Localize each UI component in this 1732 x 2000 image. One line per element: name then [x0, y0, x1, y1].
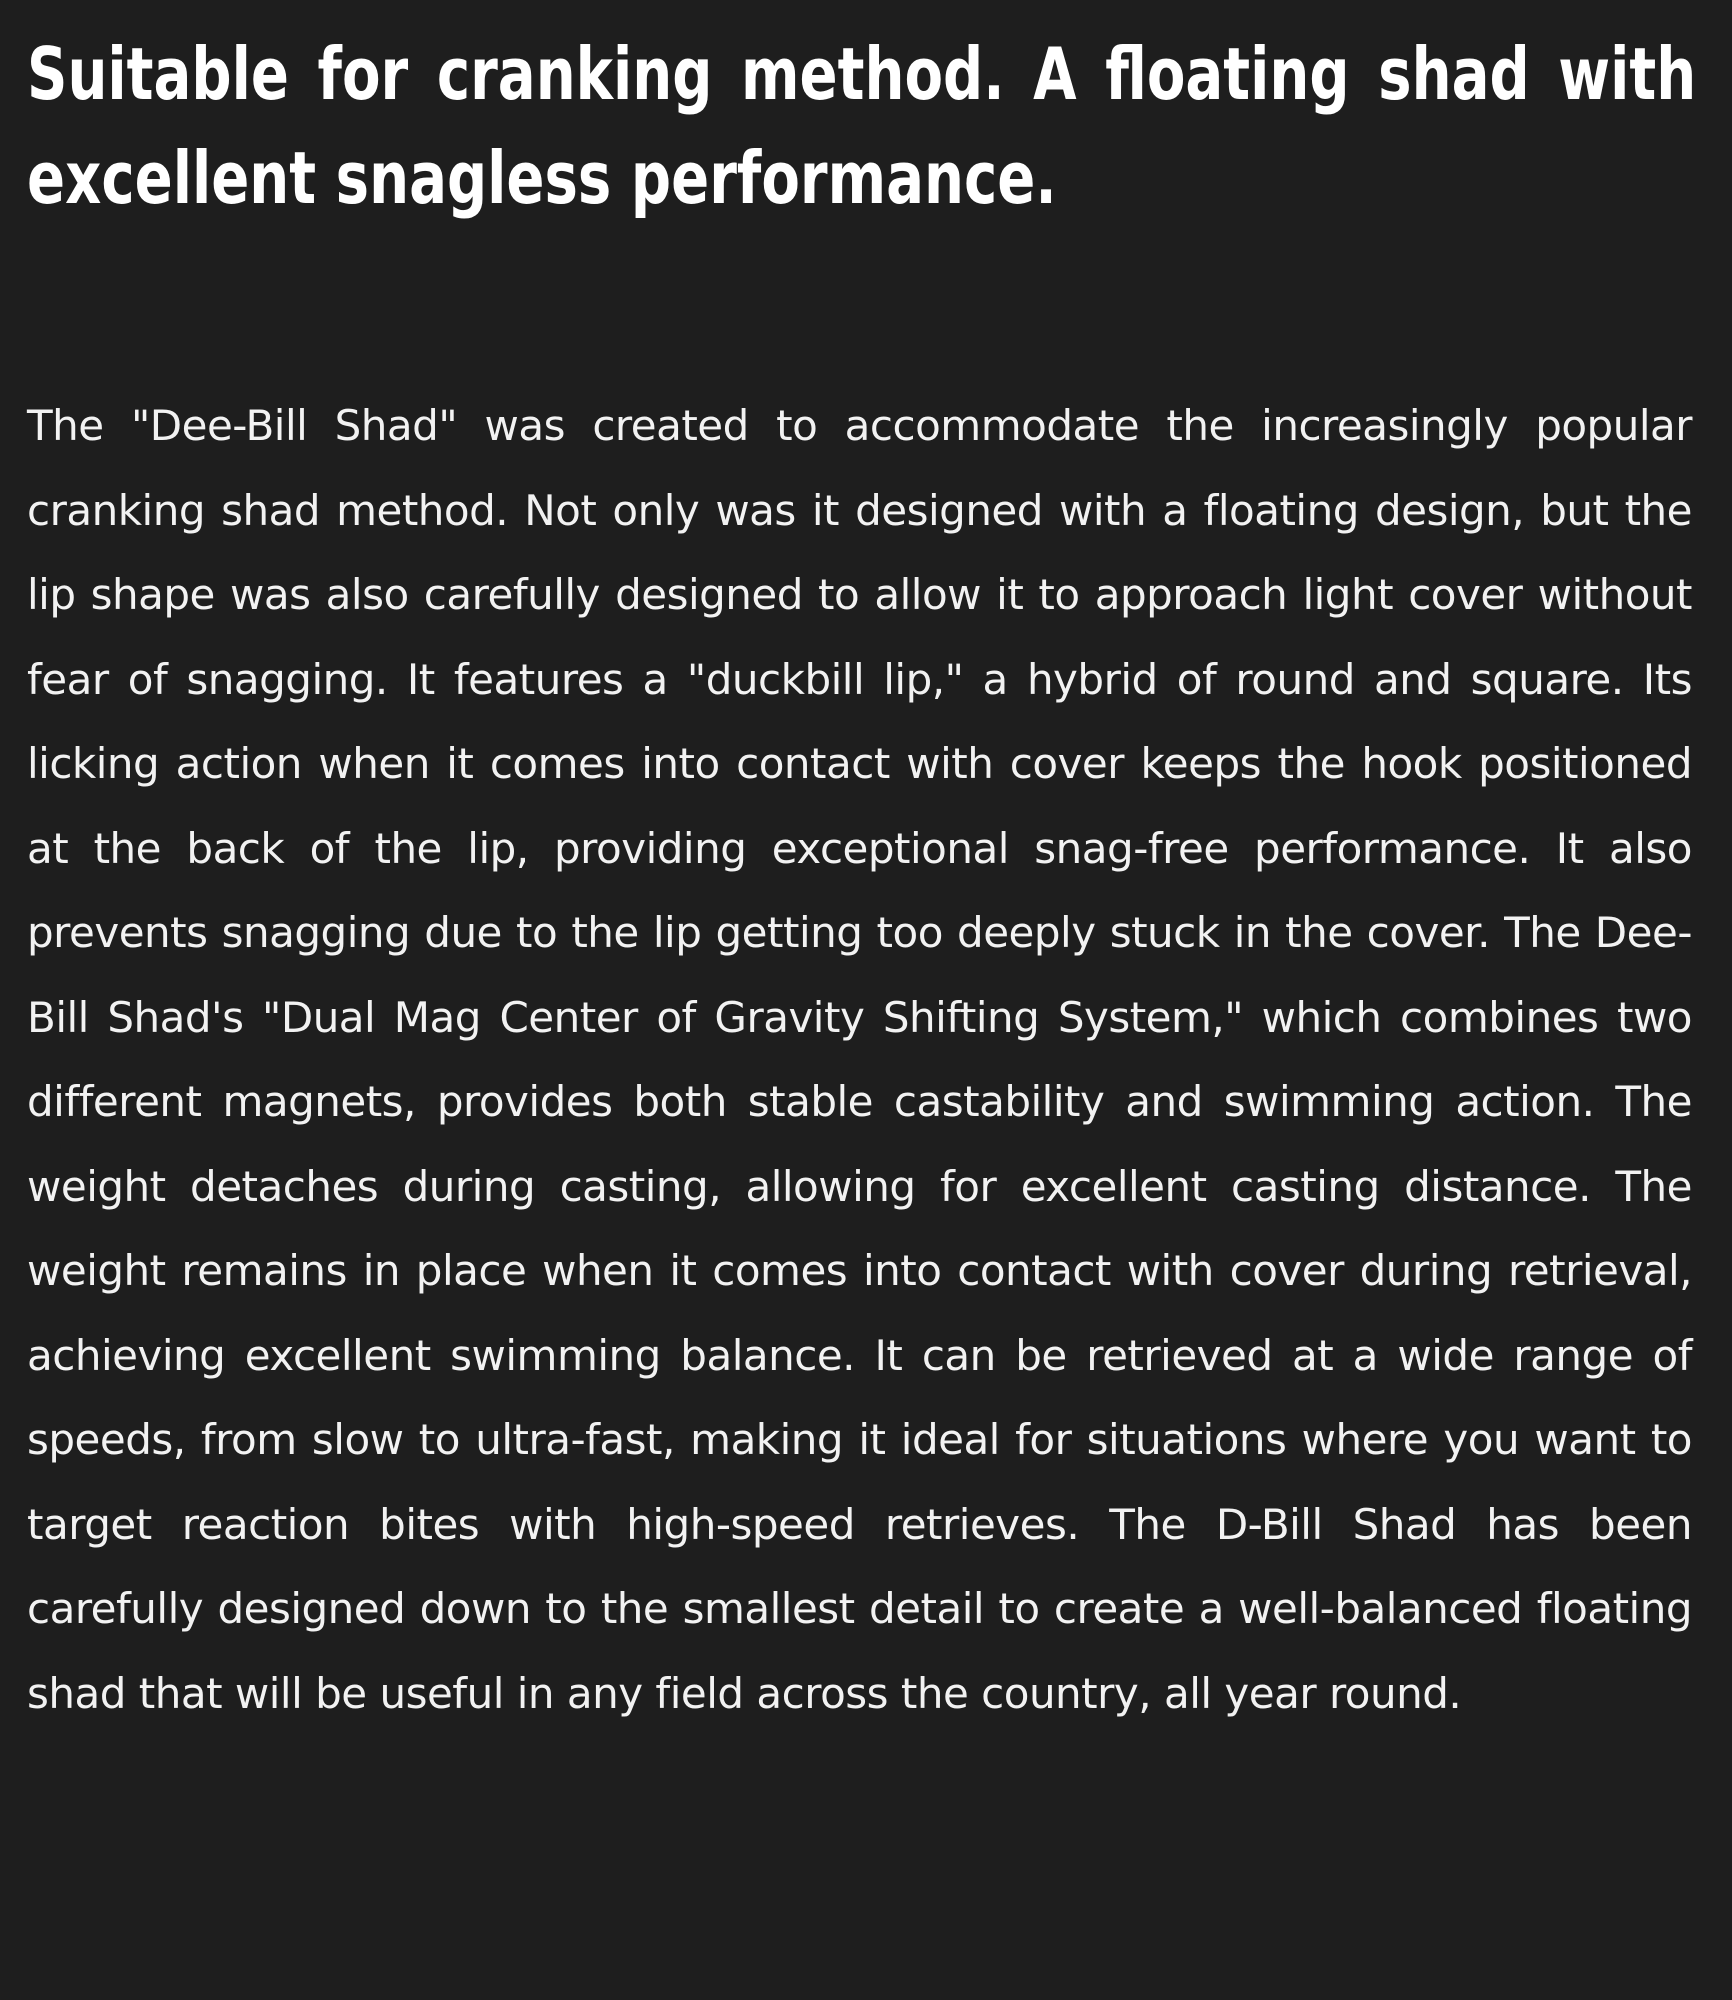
- description-paragraph: The "Dee-Bill Shad" was created to accommodate the increasingly popular cranking shad method. Not only was it designed with a floating design, but the lip shape was also carefully designed to allow it to approach light cover without fear of snagging. It features a "duckbill lip," a hybrid of round and square. Its licking action when it comes into contact with cover keeps the hook positioned at the back of the lip, providing exceptional snag-free performance. It also prevents snagging due to the lip getting too deeply stuck in the cover. The Dee-Bill Shad's "Dual Mag Center of Gravity Shifting System," which combines two different magnets, provides both stable castability and swimming action. The weight detaches during casting, allowing for excellent casting distance. The weight remains in place when it comes into contact with cover during retrieval, achieving excellent swimming balance. It can be retrieved at a wide range of speeds, from slow to ultra-fast, making it ideal for situations where you want to target reaction bites with high-speed retrieves. The D-Bill Shad has been carefully designed down to the smallest detail to create a well-balanced floating shad that will be useful in any field across the country, all year round.: [27, 401, 1692, 1718]
- headline: Suitable for cranking method. A floating shad with excellent snagless performance.: [27, 32, 1697, 220]
